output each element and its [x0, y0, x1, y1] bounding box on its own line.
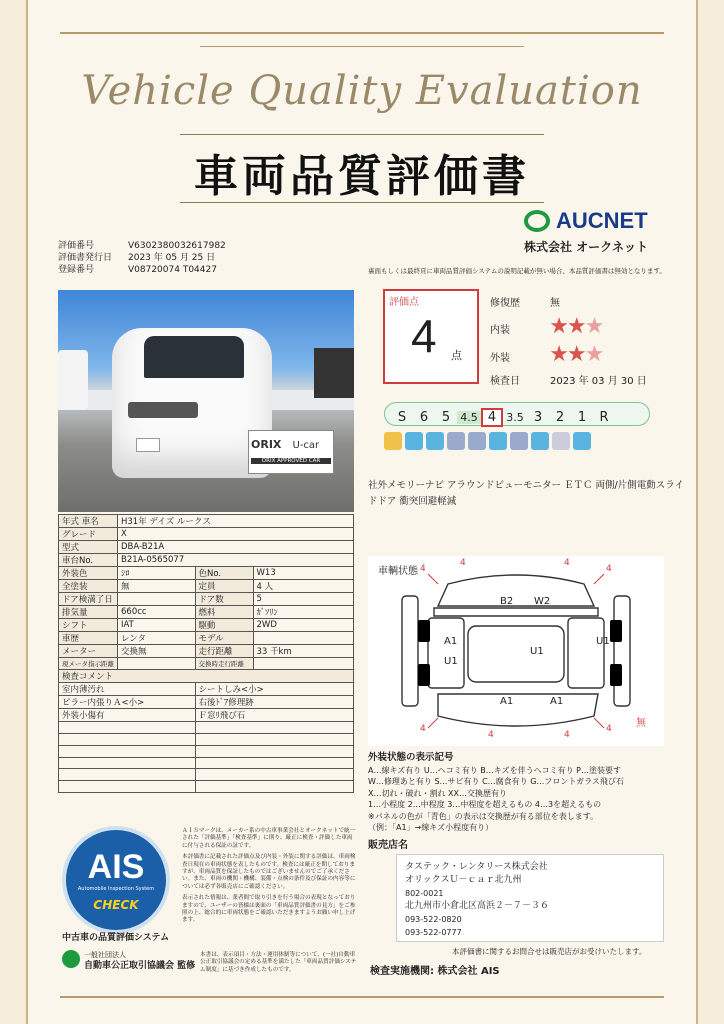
damage-mark: U1 — [596, 636, 610, 647]
dealer-address: 北九州市小倉北区高浜２－７－３６ — [405, 901, 550, 911]
spec-value: 5 — [253, 593, 354, 606]
comment-cell — [59, 721, 196, 733]
interior-row — [490, 314, 602, 339]
brand-script: Vehicle Quality Evaluation — [81, 68, 643, 114]
dealer-title: 販売店名 — [368, 840, 408, 851]
legend-line: X…切れ・破れ・割れ XX…交換歴有り — [368, 788, 507, 798]
comment-label: 検査コメント — [59, 669, 354, 682]
spec-key: 全塗装 — [59, 580, 118, 593]
orix-sign — [248, 430, 334, 474]
comment-row — [59, 745, 354, 757]
score-box — [383, 289, 479, 384]
spec-key: ドア検満了日 — [59, 593, 118, 606]
ornament-top — [60, 32, 664, 34]
comment-cell: 外装小傷有 — [59, 708, 196, 721]
spec-key: シフト — [59, 619, 118, 632]
grade-r: R — [599, 410, 609, 425]
title-rule-bottom — [180, 202, 544, 203]
repair-label: 修復歴 — [490, 298, 520, 309]
comment-cell — [195, 769, 354, 781]
reg-no-label: 登録番号 — [58, 265, 95, 275]
title-rule-top — [180, 134, 544, 135]
corner-mark: 4 — [606, 564, 612, 574]
dealer-note: 本評価書に関するお問合せは販売店がお受けいたします。 — [452, 947, 647, 956]
comment-row — [59, 769, 354, 781]
spec-value: H31年 デイズ ルークス — [118, 515, 354, 528]
score-value: 4 — [411, 310, 437, 362]
corner-mark: 4 — [460, 558, 466, 568]
spec-value: ｼﾛ — [118, 567, 196, 580]
comment-cell: 室内薄汚れ — [59, 682, 196, 695]
ucar-sign-text: U-car — [292, 440, 320, 451]
grade-6: 6 — [419, 410, 429, 425]
damage-mark: U1 — [444, 656, 458, 667]
spec-key: 車歴 — [59, 632, 118, 645]
repair-value: 無 — [550, 298, 560, 309]
glass-note: 無 — [636, 718, 646, 729]
spec-value: 無 — [118, 580, 196, 593]
score-label: 評価点 — [389, 297, 419, 308]
spec-key: 駆動 — [195, 619, 253, 632]
eval-no-label: 評価番号 — [58, 241, 95, 251]
score-unit: 点 — [451, 349, 462, 362]
grade-2: 2 — [555, 410, 565, 425]
grade-4-5: 4.5 — [457, 411, 481, 424]
interior-label: 内装 — [490, 325, 510, 336]
spec-pair-row — [59, 567, 354, 580]
eval-no: V6302380032617982 — [128, 241, 226, 251]
diagram-label: 車輌状態 — [378, 566, 418, 577]
manual-icon — [426, 432, 444, 450]
comment-cell: シートしみ<小> — [195, 682, 354, 695]
dealer-branch: オリックスＵ－ｃａｒ北九州 — [405, 875, 522, 885]
comment-cell: ピラー内張りＡ<小> — [59, 695, 196, 708]
comment-cell: Ｆ窓ﾘ飛び石 — [195, 708, 354, 721]
spec-value: DBA-B21A — [118, 541, 354, 554]
damage-mark: A1 — [500, 696, 514, 707]
exterior-stars: ★★★ — [549, 342, 603, 367]
corner-mark: 4 — [606, 724, 612, 734]
spec-pair-row — [59, 645, 354, 658]
car-grille — [128, 402, 198, 418]
council-line2: 自動車公正取引協議会 監修 — [84, 961, 196, 971]
spec-value — [253, 632, 354, 645]
grade-3: 3 — [533, 410, 543, 425]
damage-mark: A1 — [444, 636, 458, 647]
spec-value: 交換無 — [118, 645, 196, 658]
ais-check-text: CHECK — [93, 898, 139, 912]
alloy-wheel-icon — [510, 432, 528, 450]
ais-logo-sub: Automobile Inspection System — [77, 886, 155, 892]
repair-row — [490, 294, 560, 309]
spec-key: 走行距離 — [195, 645, 253, 658]
spec-value — [253, 658, 354, 670]
spec-key: 型式 — [59, 541, 118, 554]
comment-row — [59, 695, 354, 708]
comment-cell — [195, 733, 354, 745]
spec-key: グレード — [59, 528, 118, 541]
spec-value: B21A-0565077 — [118, 554, 354, 567]
spec-value: W13 — [253, 567, 354, 580]
parked-car-left — [58, 350, 88, 410]
grade-5: 5 — [441, 410, 451, 425]
aucnet-swoosh-icon — [524, 210, 550, 232]
corner-mark: 4 — [564, 558, 570, 568]
damage-mark: U1 — [530, 646, 544, 657]
spec-pair-row — [59, 593, 354, 606]
spec-key: 外装色 — [59, 567, 118, 580]
legend-line: 1…小程度 2…中程度 3…中程度を超えるもの 4…3を超えるもの — [368, 800, 602, 809]
license-plate — [136, 438, 160, 452]
legend-line: A…線キズ有り U…ヘコミ有り B…キズを伴うヘコミ有り P…塗装要す — [368, 765, 621, 775]
spec-value: 4 人 — [253, 580, 354, 593]
orix-sign-text: ORIX — [251, 438, 282, 451]
damage-mark: W2 — [534, 596, 551, 607]
inspection-label: 検査日 — [490, 376, 520, 387]
spec-pair-row — [59, 619, 354, 632]
company-name: 株式会社 オークネット — [524, 240, 649, 254]
reg-no: V08720074 T04427 — [128, 265, 217, 275]
comment-header-row — [59, 669, 354, 682]
council-line1: 一般社団法人 — [84, 951, 126, 959]
ais-text-4: 本書は、表示項目・方法・運用体制等について、(一社)自動車公正取引協議会の定める基準を満たした「車両品質評価システム制度」に基づき作成したものです。 — [200, 952, 357, 973]
spec-key: 車台No. — [59, 554, 118, 567]
equipment-text: 社外メモリーナビ アラウンドビューモニター ＥＴＣ 両側/片側電動スライドドア 衝突回避軽減 — [368, 480, 684, 507]
corner-mark: 4 — [420, 724, 426, 734]
spec-key: 交換時走行距離 — [195, 658, 253, 670]
aucnet-logo-text: AUCNET — [556, 208, 648, 233]
dealer-zip: 802-0021 — [405, 889, 444, 898]
dealer-tel: 093-522-0820 — [405, 915, 462, 924]
equipment-icons — [384, 432, 644, 454]
spec-pair-row — [59, 658, 354, 670]
ais-text-3: 表示された情報は、業者間で取り引きを行う場合の表現となっておりますので、ユーザーの皆様は裏面の「車両品質評価書の見方」をご参照の上、総合的に車両状態をご確認いただきますようお願い申し上げます。 — [182, 895, 356, 924]
parked-car-right — [314, 348, 354, 398]
spec-key: 色No. — [195, 567, 253, 580]
spec-row — [59, 528, 354, 541]
comment-row — [59, 682, 354, 695]
spec-value: 2WD — [253, 619, 354, 632]
interior-stars: ★★★ — [549, 314, 603, 339]
issue-date: 2023 年 05 月 25 日 — [128, 253, 216, 263]
grade-s: S — [397, 410, 407, 425]
grade-1: 1 — [577, 410, 587, 425]
car-windshield — [144, 336, 244, 378]
damage-mark: A1 — [550, 696, 564, 707]
comment-cell — [59, 769, 196, 781]
issue-date-label: 評価書発行日 — [58, 253, 113, 263]
legend-line: W…修理あと有り S…サビ有り C…腐食有り G…フロントガラス飛び石 — [368, 777, 624, 786]
comment-cell — [59, 745, 196, 757]
dealer-box — [396, 854, 664, 942]
spec-key: モデル — [195, 632, 253, 645]
navi-icon — [384, 432, 402, 450]
spec-value: ｶﾞｿﾘﾝ — [253, 606, 354, 619]
spec-pair-row — [59, 606, 354, 619]
ais-logo-text: AIS — [87, 848, 145, 886]
validity-notice: 裏面もしくは最終頁に車両品質評価システムの説明記載が無い場合、本品質評価書は無効となります。 — [368, 267, 666, 275]
dealer-fax: 093-522-0777 — [405, 928, 462, 937]
spec-row — [59, 554, 354, 567]
leather-icon — [447, 432, 465, 450]
spec-key: 燃料 — [195, 606, 253, 619]
comment-cell — [195, 721, 354, 733]
legend — [368, 752, 690, 834]
vehicle-diagram — [368, 556, 664, 746]
grade-scale — [384, 402, 650, 426]
spec-key: ドア数 — [195, 593, 253, 606]
etc-icon — [531, 432, 549, 450]
corner-mark: 4 — [488, 730, 494, 740]
council-logo — [62, 950, 80, 968]
comment-cell — [195, 745, 354, 757]
ais-logo — [62, 826, 170, 934]
damage-mark: B2 — [500, 596, 514, 607]
spec-key: 定員 — [195, 580, 253, 593]
council-name — [84, 950, 195, 972]
ais-text-2: 本評価書に記載された評価点及び内装・外装に関する評価は、車両検査日現在の車両状態を表したものです。検査には厳正を期しておりますが、車両品質を保証したものではございませんのでご了承ください。また、車両の機関・機構、装備・点検の条件及び保証の内容等については必ず各販売店にご確認ください。 — [182, 854, 356, 890]
comment-row — [59, 721, 354, 733]
spec-value: 660cc — [118, 606, 196, 619]
orix-approved-text: ORIX APPROVED CAR — [251, 458, 331, 464]
meta-block — [58, 240, 358, 276]
spec-value: X — [118, 528, 354, 541]
spec-value — [118, 593, 196, 606]
exterior-label: 外装 — [490, 353, 510, 364]
legend-line: ※パネルの色が「青色」の表示は交換歴が有る部位を表します。 — [368, 811, 599, 821]
comment-row — [59, 757, 354, 769]
comment-row — [59, 781, 354, 793]
key-icon — [405, 432, 423, 450]
comment-row — [59, 733, 354, 745]
aircon-icon — [489, 432, 507, 450]
spec-value: IAT — [118, 619, 196, 632]
inspector-label: 検査実施機関: 株式会社 AIS — [370, 966, 500, 977]
legend-line: （例：「A1」→線キズ小程度有り） — [368, 823, 494, 832]
legend-title: 外装状態の表示記号 — [368, 752, 454, 763]
spec-table — [58, 514, 354, 793]
comment-cell — [195, 781, 354, 793]
spec-value: 33 千km — [253, 645, 354, 658]
spec-value: レンタ — [118, 632, 196, 645]
inspection-row — [490, 372, 647, 387]
smart-key-icon — [573, 432, 591, 450]
abs-icon — [468, 432, 486, 450]
dealer-name: タステック・レンタリース株式会社 — [405, 862, 548, 872]
spec-key: 年式 車名 — [59, 515, 118, 528]
exterior-row — [490, 342, 602, 367]
spec-pair-row — [59, 580, 354, 593]
comment-cell — [59, 733, 196, 745]
spec-key: メーター — [59, 645, 118, 658]
spec-pair-row — [59, 632, 354, 645]
comment-cell — [195, 757, 354, 769]
ais-text-1: ＡＩＳマークは、メーカー系の中古車事業会社とオークネットで統一された「評価基準」「検査基準」に則り、厳正に検査・評価した車両に付与される保証の証です。 — [182, 828, 356, 849]
spec-value — [118, 658, 196, 670]
inspection-date: 2023 年 03 月 30 日 — [550, 376, 647, 387]
spec-key: 排気量 — [59, 606, 118, 619]
vehicle-photo — [58, 290, 354, 512]
spec-row — [59, 515, 354, 528]
grade-4-selected: 4 — [481, 408, 503, 427]
comment-cell: 右後ﾄﾞｱ修理跡 — [195, 695, 354, 708]
corner-mark: 4 — [420, 564, 426, 574]
page-title: 車両品質評価書 — [194, 151, 530, 202]
ais-system-label: 中古車の品質評価システム — [62, 933, 170, 943]
comment-row — [59, 708, 354, 721]
ornament-bottom — [60, 996, 664, 998]
mobile-icon — [552, 432, 570, 450]
spec-row — [59, 541, 354, 554]
car-outline-svg — [368, 556, 664, 746]
aucnet-logo — [524, 208, 654, 258]
ais-description — [182, 828, 358, 925]
comment-cell — [59, 781, 196, 793]
spec-key: 現メータ指示距離 — [59, 658, 118, 670]
grade-3-5: 3.5 — [506, 411, 524, 424]
ornament-top-inner — [200, 46, 524, 47]
comment-cell — [59, 757, 196, 769]
corner-mark: 4 — [564, 730, 570, 740]
